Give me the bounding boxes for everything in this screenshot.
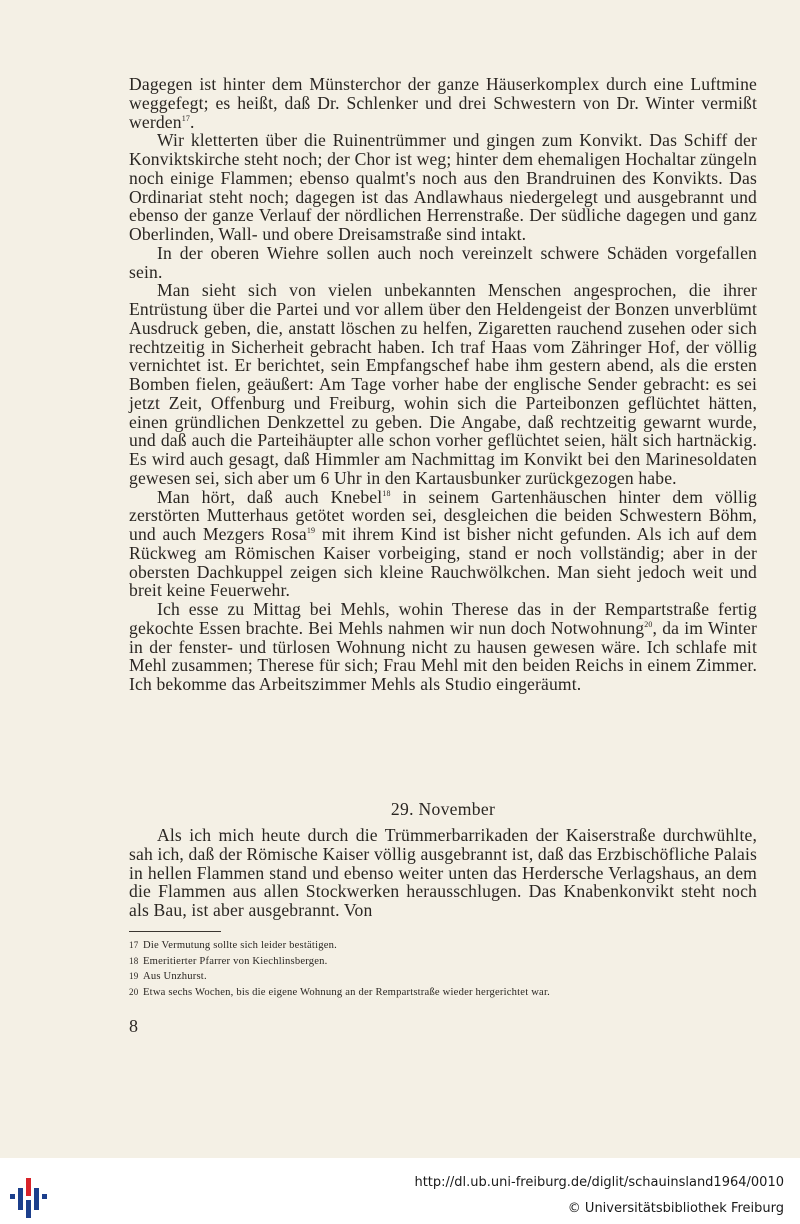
footnotes xyxy=(129,938,757,1000)
paragraph-text: Ich esse zu Mittag bei Mehls, wohin Therese das in der Rempartstraße fertig gekochte Essen brachte. Bei Mehls nahmen wir nun doch Notwohnung xyxy=(129,599,757,638)
source-url-link[interactable]: http://dl.ub.uni-freiburg.de/diglit/schauinsland1964/0010 xyxy=(414,1175,784,1190)
footnote-text: Die Vermutung sollte sich leider bestätigen. xyxy=(143,940,337,951)
date-heading: 29. November xyxy=(390,799,496,819)
footnote-number: 20 xyxy=(129,986,139,997)
paragraph-text: in seinem Gartenhäuschen hinter dem völlig zerstörten Mutterhaus getötet worden sei, desgleichen die beiden Schwestern Böhm, und auch Mezgers Rosa xyxy=(129,486,757,544)
copyright-notice: © Universitätsbibliothek Freiburg xyxy=(567,1201,784,1216)
paragraph xyxy=(129,600,757,694)
footnote-20 xyxy=(129,985,757,1001)
footnote-number: 18 xyxy=(129,955,139,966)
footnote-text: Etwa sechs Wochen, bis die eigene Wohnung an der Rempartstraße wieder hergerichtet war. xyxy=(143,986,550,998)
paragraph-text: mit ihrem Kind ist bisher nicht gefunden. Als ich auf dem Rückweg am Römischen Kaiser vorbeiging, stand er noch vollständig; aber in der obersten Dachkuppel zeigen sich kleine Rauchwölkchen. Man sieht jedoch weit und breit keine Feuerwehr. xyxy=(129,524,757,601)
paragraph: In der oberen Wiehre sollen auch noch vereinzelt schwere Schäden vorgefallen sein. xyxy=(129,242,757,282)
paragraph: Als ich mich heute durch die Trümmerbarrikaden der Kaiserstraße durchwühlte, sah ich, daß der Römische Kaiser völlig ausgebrannt ist, daß das Erzbischöfliche Palais in hellen Flammen stand und ebenso weiter unten das Herdersche Verlagshaus, an dem die Flammen aus allen Stockwerken herausschlugen. Das Knabenkonvikt steht noch als Bau, ist aber ausgebrannt. Von xyxy=(129,825,757,920)
body-text-block-1 xyxy=(129,75,757,694)
body-text-block-2 xyxy=(129,826,757,920)
paragraph: Wir kletterten über die Ruinentrümmer und gingen zum Konvikt. Das Schiff der Konviktskirche steht noch; der Chor ist weg; hinter dem ehemaligen Hochaltar züngeln noch einige Flammen; ebenso qualmt's noch aus den Brandruinen des Konvikts. Das Ordinariat steht noch; dagegen ist das Andlawhaus niedergelegt und ausgebrannt und ebenso der ganze Verlauf der nördlichen Herrenstraße. Der südliche dagegen und ganz Oberlinden, Wall- und obere Dreisamstraße sind intakt. xyxy=(129,130,757,244)
paragraph: Man sieht sich von vielen unbekannten Menschen angesprochen, die ihrer Entrüstung über die Partei und vor allem über den Heldengeist der Bonzen unverblümt Ausdruck geben, die, anstatt löschen zu helfen, Zigaretten rauchend zusehen oder sich rechtzeitig in Sicherheit gebracht haben. Ich traf Haas vom Zähringer Hof, der völlig vernichtet ist. Er berichtet, sein Empfangschef habe ihm gestern abend, als die ersten Bomben fielen, geäußert: Am Tage vorher habe der englische Sender gebracht: es sei jetzt Zeit, Offenburg und Freiburg, wohin sich die Parteibonzen geflüchtet hätten, einen gründlichen Denkzettel zu geben. Die Angabe, daß rechtzeitig gewarnt wurde, und daß auch die Parteihäupter alle schon vorher geflüchtet seien, hält sich hartnäckig. Es wird auch gesagt, daß Himmler am Nachmittag im Konvikt bei den Marinesoldaten gewesen sei, sich aber um 6 Uhr in den Kartausbunker zurückgezogen habe. xyxy=(129,280,757,488)
footnote-divider xyxy=(129,931,221,932)
paragraph xyxy=(129,488,757,601)
paragraph-text: Dagegen ist hinter dem Münsterchor der ganze Häuserkomplex durch eine Luftmine weggefegt; es heißt, daß Dr. Schlenker und drei Schwestern von Dr. Winter vermißt werden xyxy=(129,74,757,132)
footnote-number: 19 xyxy=(129,971,139,982)
ub-freiburg-logo-icon xyxy=(10,1176,48,1218)
paragraph-text: . xyxy=(190,111,195,132)
digitization-footer xyxy=(0,1158,800,1224)
footnote-ref-17: 17 xyxy=(181,113,190,123)
footnote-text: Aus Unzhurst. xyxy=(143,971,207,983)
footnote-ref-19: 19 xyxy=(306,526,316,536)
footnote-ref-20: 20 xyxy=(644,619,653,629)
footnote-17 xyxy=(129,938,757,954)
paragraph-text: , da im Winter in der fenster- und türlosen Wohnung nicht zu hausen gewesen wäre. Ich schlafe mit Mehl zusammen; Therese für sich; Frau Mehl mit den beiden Reichs in einem Zimmer. Ich bekomme das Arbeitszimmer Mehls als Studio eingeräumt. xyxy=(129,617,757,694)
footnote-19 xyxy=(129,969,757,985)
paragraph xyxy=(129,75,757,131)
footnote-number: 17 xyxy=(129,940,139,950)
footnote-text: Emeritierter Pfarrer von Kiechlinsbergen. xyxy=(143,955,328,967)
page-number: 8 xyxy=(129,1016,138,1036)
footnote-ref-18: 18 xyxy=(382,488,391,498)
paragraph-text: Man hört, daß auch Knebel xyxy=(157,486,383,507)
footnote-18 xyxy=(129,954,757,970)
